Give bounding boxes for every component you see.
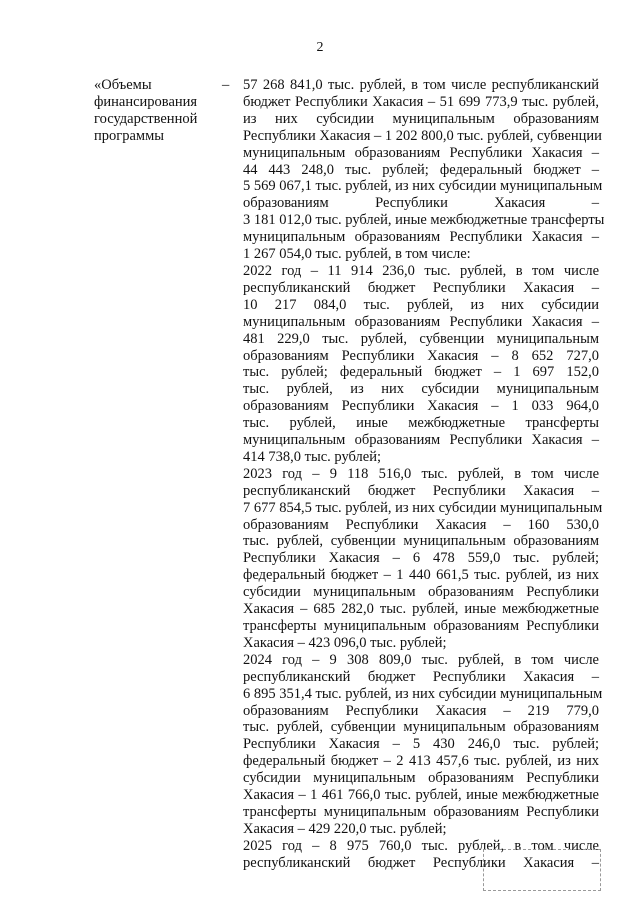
page-number: 2 — [316, 40, 324, 55]
text-line: образованиям Республики Хакасия – 8 652 727,0 — [243, 347, 599, 364]
text-line: субсидии муниципальным образованиям Республики — [243, 584, 599, 601]
text-line: республиканский бюджет Республики Хакасия – — [243, 854, 599, 871]
text-line: тыс. рублей, из них субсидии муниципальным — [243, 381, 599, 398]
financing-text — [243, 77, 605, 872]
text-line: Хакасия – 423 096,0 тыс. рублей; — [243, 634, 447, 651]
text-line: Хакасия – 429 220,0 тыс. рублей; — [243, 820, 447, 837]
text-line: тыс. рублей, иные межбюджетные трансферты — [243, 415, 599, 432]
text-line: тыс. рублей; федеральный бюджет – 1 697 152,0 — [243, 364, 599, 381]
text-line: Республики Хакасия – 1 202 800,0 тыс. рублей, субвенции — [243, 127, 602, 144]
text-line: 44 443 248,0 тыс. рублей; федеральный бюджет – — [243, 161, 599, 178]
text-line: муниципальным образованиям Республики Хакасия – — [243, 313, 599, 330]
text-line: республиканский бюджет Республики Хакасия – — [243, 482, 599, 499]
text-line: Республики Хакасия – 5 430 246,0 тыс. рублей; — [243, 736, 599, 753]
text-line: муниципальным образованиям Республики Хакасия – — [243, 432, 599, 449]
text-line: Хакасия – 1 461 766,0 тыс. рублей, иные межбюджетные — [243, 787, 599, 804]
text-line: 1 267 054,0 тыс. рублей, в том числе: — [243, 246, 471, 263]
text-line: 57 268 841,0 тыс. рублей, в том числе республиканский — [243, 77, 599, 93]
text-line: 2025 год – 8 975 760,0 тыс. рублей, в том числе — [243, 837, 599, 854]
text-line: федеральный бюджет – 1 440 661,5 тыс. рублей, из них — [243, 567, 599, 584]
text-line: образованиям Республики Хакасия – 219 779,0 — [243, 702, 599, 719]
text-line: трансферты муниципальным образованиям Республики — [243, 803, 599, 820]
text-line: из них субсидии муниципальным образованиям — [243, 110, 599, 127]
text-line: 481 229,0 тыс. рублей, субвенции муниципальным — [243, 330, 599, 347]
text-line: республиканский бюджет Республики Хакасия – — [243, 279, 599, 296]
text-line: субсидии муниципальным образованиям Республики — [243, 770, 599, 787]
text-line: бюджет Республики Хакасия – 51 699 773,9 тыс. рублей, — [243, 93, 599, 110]
text-line: образованиям Республики Хакасия – 1 033 964,0 — [243, 398, 599, 415]
text-line: 2024 год – 9 308 809,0 тыс. рублей, в том числе — [243, 651, 599, 668]
text-line: Хакасия – 685 282,0 тыс. рублей, иные межбюджетные — [243, 601, 599, 618]
text-line: 7 677 854,5 тыс. рублей, из них субсидии муниципальным — [243, 499, 603, 516]
text-line: 3 181 012,0 тыс. рублей, иные межбюджетные трансферты — [243, 212, 605, 229]
text-line: 2023 год – 9 118 516,0 тыс. рублей, в том числе — [243, 465, 599, 482]
registration-stamp — [483, 849, 601, 891]
text-line: республиканский бюджет Республики Хакасия – — [243, 668, 599, 685]
section-label: «Объемы финансирования государственной программы — [94, 77, 198, 144]
label-dash: – — [222, 77, 230, 93]
text-line: муниципальным образованиям Республики Хакасия – — [243, 144, 599, 161]
text-line: тыс. рублей, субвенции муниципальным образованиям — [243, 719, 599, 736]
text-line: 6 895 351,4 тыс. рублей, из них субсидии муниципальным — [243, 685, 603, 702]
text-line: трансферты муниципальным образованиям Республики — [243, 618, 599, 634]
text-line: образованиям Республики Хакасия – 160 530,0 — [243, 516, 599, 533]
text-line: Республики Хакасия – 6 478 559,0 тыс. рублей; — [243, 550, 599, 567]
text-line: тыс. рублей, субвенции муниципальным образованиям — [243, 533, 599, 550]
text-line: 5 569 067,1 тыс. рублей, из них субсидии муниципальным — [243, 178, 603, 195]
text-line: 2022 год – 11 914 236,0 тыс. рублей, в том числе — [243, 262, 599, 279]
text-line: 10 217 084,0 тыс. рублей, из них субсидии — [243, 296, 599, 313]
text-line: муниципальным образованиям Республики Хакасия – — [243, 229, 599, 246]
text-line: федеральный бюджет – 2 413 457,6 тыс. рублей, из них — [243, 753, 599, 770]
text-line: образованиям Республики Хакасия – — [243, 195, 599, 212]
text-line: 414 738,0 тыс. рублей; — [243, 448, 381, 465]
